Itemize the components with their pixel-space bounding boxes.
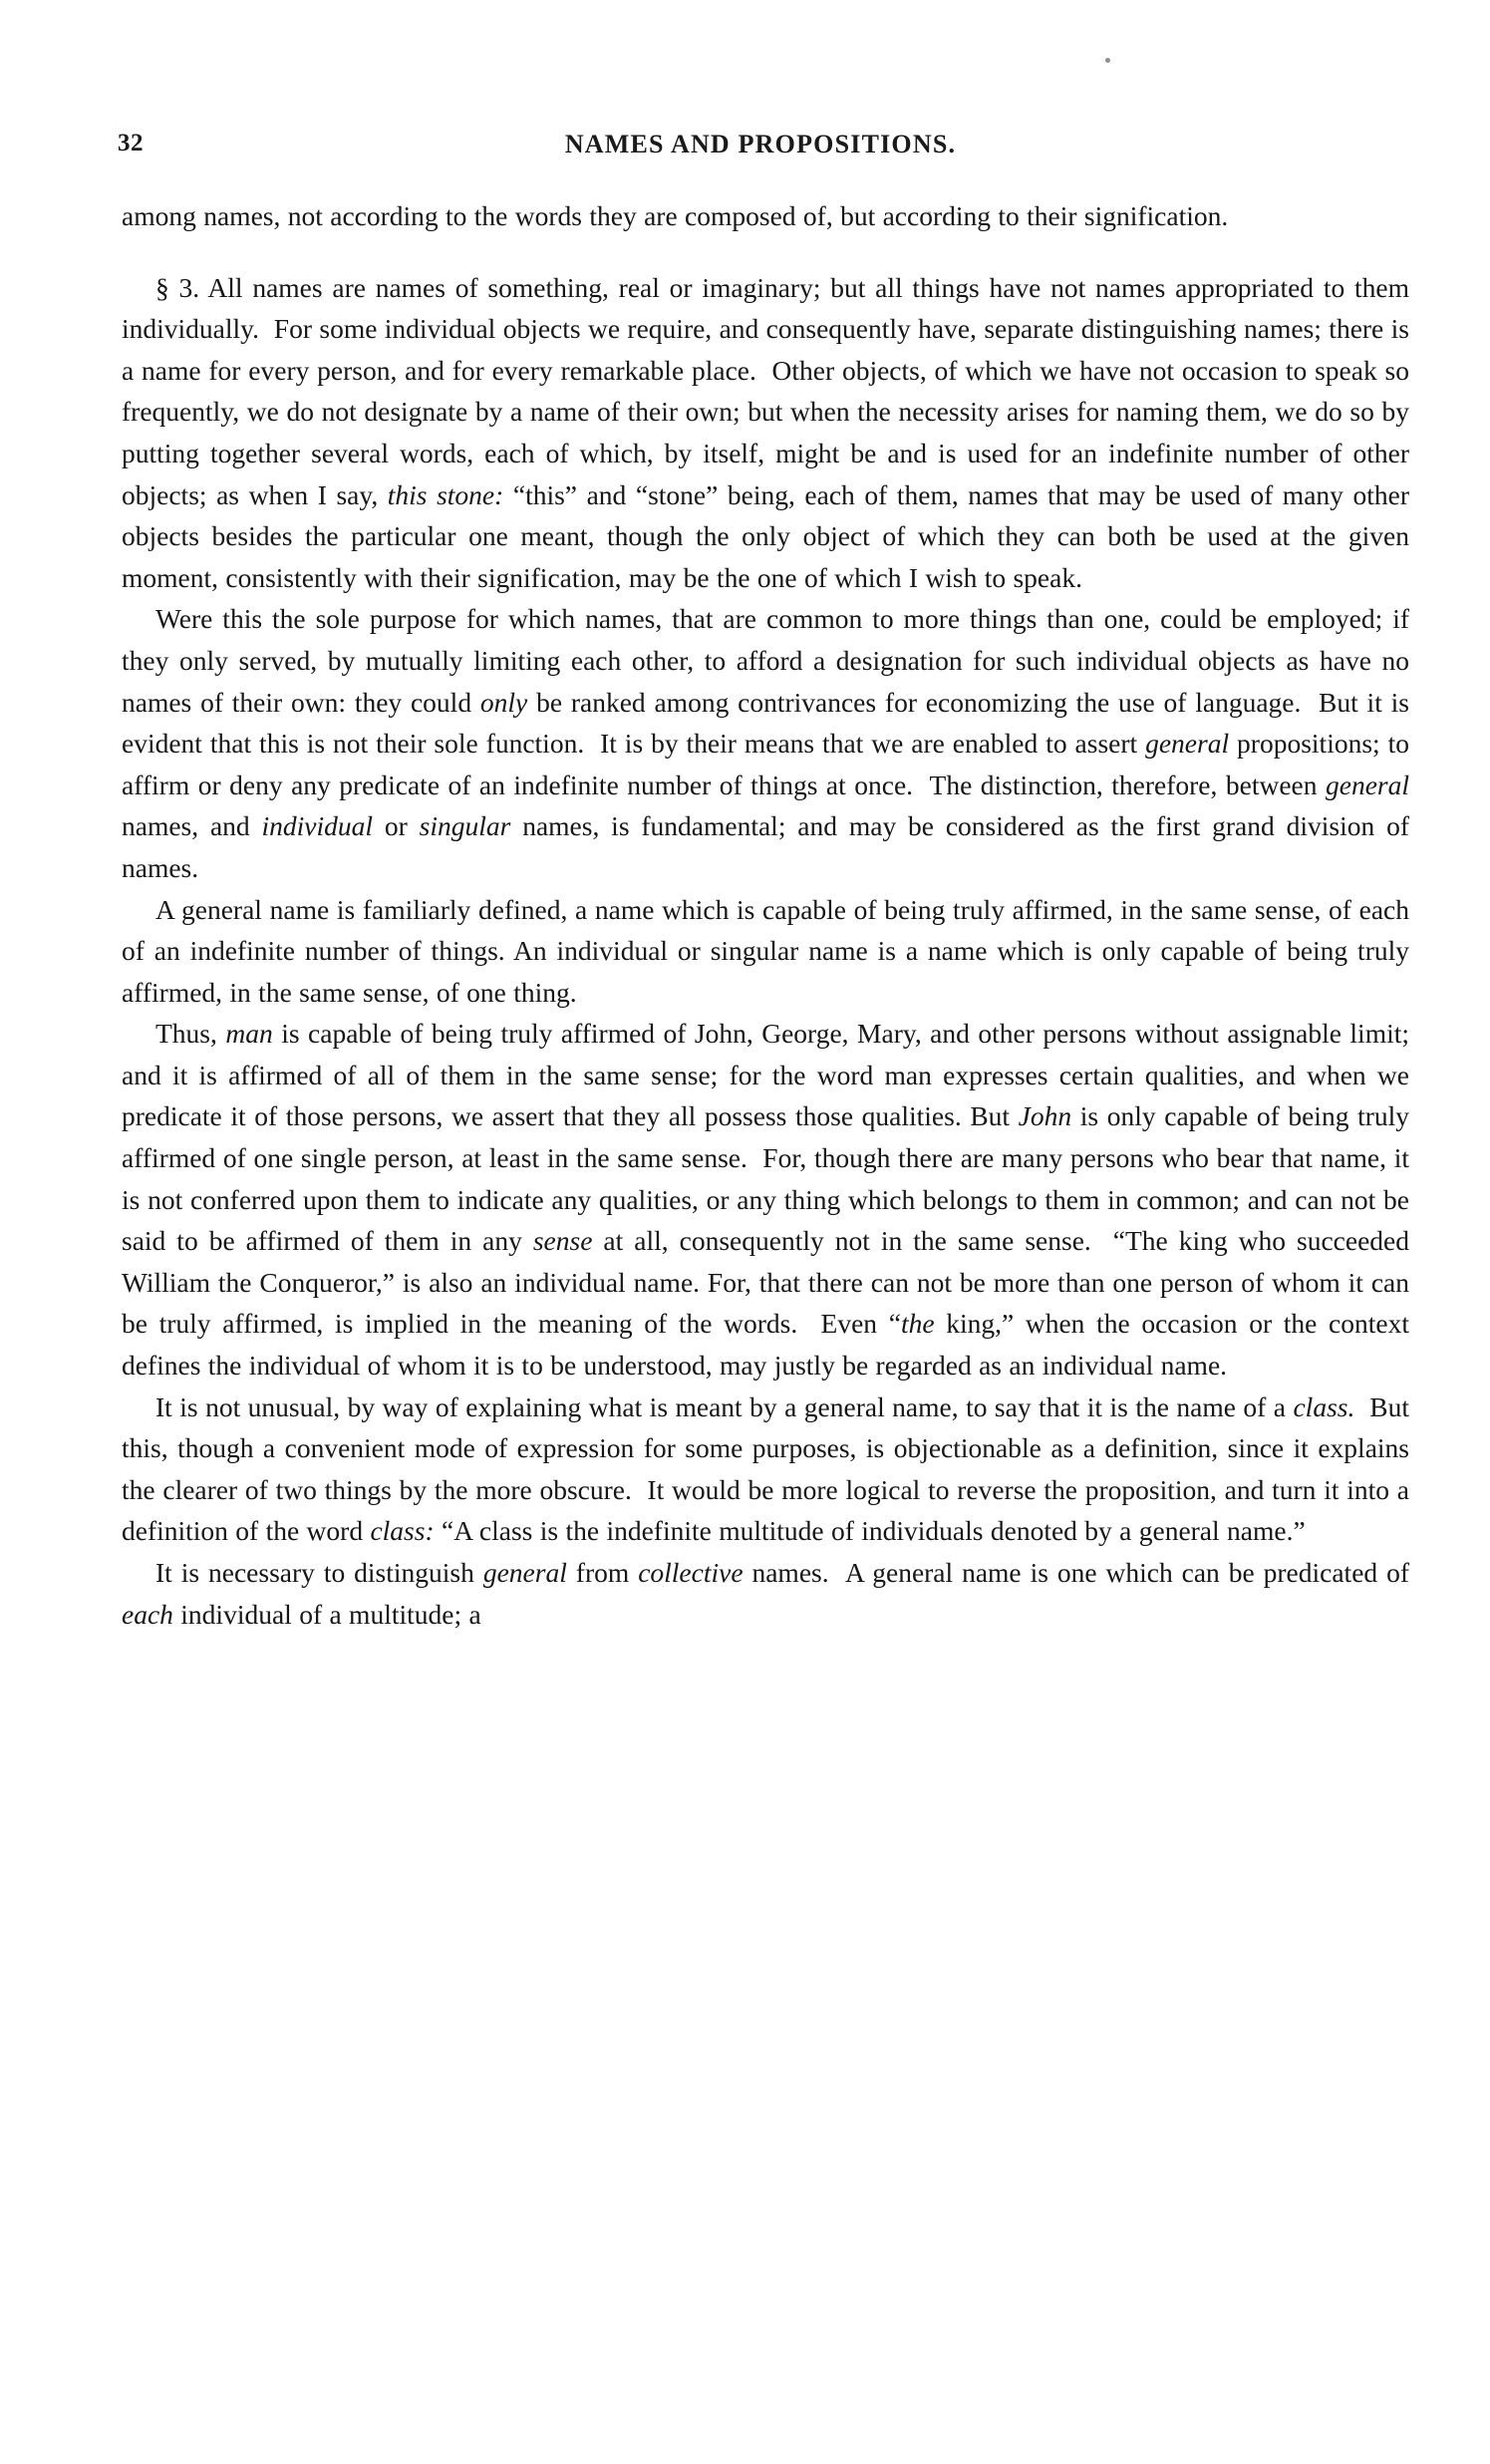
paragraph: It is not unusual, by way of explaining what is meant by a general name, to say that it is the name of a class. But this, though a convenient mode of expression for some purposes, is objectionable as a definition, since it explains the clearer of two things by the more obscure. It would be more logical to reverse the proposition, and turn it into a definition of the word class: “A class is the indefinite multitude of individuals denoted by a general name.”	[122, 1390, 1410, 1547]
running-head: NAMES AND PROPOSITIONS.	[564, 130, 957, 158]
body-text-column	[122, 195, 1409, 1635]
paragraph: A general name is familiarly defined, a name which is capable of being truly affirmed, in the same sense, of each of an indefinite number of things. An individual or singular name is a name which is only capable of being truly affirmed, in the same sense, of one thing.	[122, 893, 1409, 1008]
paragraph: It is necessary to distinguish general from collective names. A general name is one which can be predicated of each individual of a multitude; a	[122, 1557, 1409, 1630]
page-speck-top	[1105, 58, 1110, 63]
paragraph: § 3. All names are names of something, real or imaginary; but all things have not names appropriated to them individually. For some individual objects we require, and consequently have, separate distinguishing names; there is a name for every person, and for every remarkable place. Other objects, of which we have not occasion to speak so frequently, we do not designate by a name of their own; but when the necessity arises for naming them, we do so by putting together several words, each of which, by itself, might be and is used for an indefinite number of other objects; as when I say, this stone: “this” and “stone” being, each of them, names that may be used of many other objects besides the particular one meant, though the only object of which they can both be used at the given moment, consistently with their signification, may be the one of which I wish to speak.	[122, 271, 1409, 593]
paragraph: Thus, man is capable of being truly affirmed of John, George, Mary, and other persons without assignable limit; and it is affirmed of all of them in the same sense; for the word man expresses certain qualities, and when we predicate it of those persons, we assert that they all possess those qualities. But John is only capable of being truly affirmed of one single person, at least in the same sense. For, though there are many persons who bear that name, it is not conferred upon them to indicate any qualities, or any thing which belongs to them in common; and can not be said to be affirmed of them in any sense at all, consequently not in the same sense. “The king who succeeded William the Conqueror,” is also an individual name. For, that there can not be more than one person of whom it can be truly affirmed, is implied in the meaning of the words. Even “the king,” when the occasion or the context defines the individual of whom it is to be understood, may justly be regarded as an individual name.	[122, 1018, 1410, 1382]
paragraph: among names, not according to the words they are composed of, but according to their signification.	[122, 200, 1229, 231]
page-header	[118, 130, 1403, 163]
page-number: 32	[118, 130, 144, 156]
paragraph: Were this the sole purpose for which names, that are common to more things than one, could be employed; if they only served, by mutually limiting each other, to afford a designation for such individual objects as have no names of their own: they could only be ranked among contrivances for economizing the use of language. But it is evident that this is not their sole function. It is by their means that we are enabled to assert general propositions; to affirm or deny any predicate of an indefinite number of things at once. The distinction, therefore, between general names, and individual or singular names, is fundamental; and may be considered as the first grand division of names.	[122, 603, 1410, 883]
